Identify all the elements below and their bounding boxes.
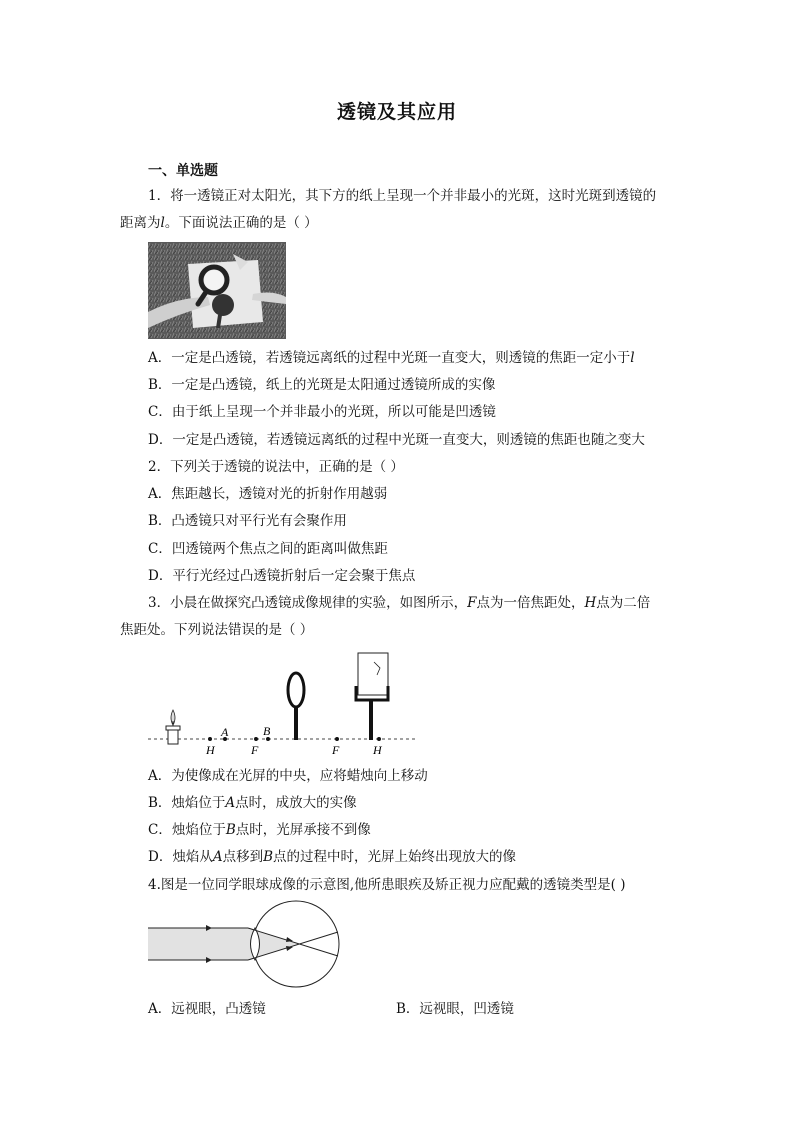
light-screen-icon [356, 653, 388, 740]
q3-stem-line1: 3．小晨在做探究凸透镜成像规律的实验，如图所示，F点为一倍焦距处，H点为二倍 [148, 595, 651, 611]
label-f2: F [332, 743, 340, 757]
q3-option-a[interactable]: A．为使像成在光屏的中央，应将蜡烛向上移动 [148, 768, 428, 784]
eye-diagram [148, 900, 358, 992]
q2-option-d[interactable]: D．平行光经过凸透镜折射后一定会聚于焦点 [148, 568, 416, 584]
q4-option-b[interactable]: B．远视眼，凹透镜 [396, 1001, 514, 1017]
q3-stem-line2: 焦距处。下列说法错误的是（ ） [120, 622, 314, 638]
q3-option-d[interactable]: D．烛焰从A点移到B点的过程中时，光屏上始终出现放大的像 [148, 849, 516, 865]
q1-option-c[interactable]: C．由于纸上呈现一个并非最小的光斑，所以可能是凹透镜 [148, 404, 496, 420]
q1-stem-line2: 距离为l。下面说法正确的是（ ） [120, 215, 318, 231]
section-heading: 一、单选题 [148, 163, 218, 179]
magnifier-photo [148, 242, 286, 339]
optical-bench-diagram [148, 648, 418, 760]
label-h1: H [206, 743, 215, 757]
label-b: B [263, 724, 271, 738]
q2-option-c[interactable]: C．凹透镜两个焦点之间的距离叫做焦距 [148, 541, 388, 557]
q3-option-c[interactable]: C．烛焰位于B点时，光屏承接不到像 [148, 822, 371, 838]
label-h2: H [373, 743, 382, 757]
q1-option-d[interactable]: D．一定是凸透镜，若透镜远离纸的过程中光斑一直变大，则透镜的焦距也随之变大 [148, 432, 645, 448]
q1-stem-line1: 1．将一透镜正对太阳光，其下方的纸上呈现一个并非最小的光斑，这时光斑到透镜的 [148, 188, 657, 204]
page-title: 透镜及其应用 [336, 101, 457, 123]
q4-option-a[interactable]: A．远视眼，凸透镜 [148, 1001, 266, 1017]
label-a: A [221, 725, 229, 739]
label-f1: F [251, 743, 259, 757]
q1-option-a[interactable]: A．一定是凸透镜，若透镜远离纸的过程中光斑一直变大，则透镜的焦距一定小于l [148, 350, 635, 366]
candle-icon [166, 710, 180, 744]
q4-stem: 4.图是一位同学眼球成像的示意图,他所患眼疾及矫正视力应配戴的透镜类型是( ) [148, 877, 626, 893]
convex-lens-icon [288, 673, 304, 740]
q1-option-b[interactable]: B．一定是凸透镜，纸上的光斑是太阳通过透镜所成的实像 [148, 377, 496, 393]
q2-option-b[interactable]: B．凸透镜只对平行光有会聚作用 [148, 513, 347, 529]
q3-option-b[interactable]: B．烛焰位于A点时，成放大的实像 [148, 795, 357, 811]
q2-stem: 2．下列关于透镜的说法中，正确的是（ ） [148, 459, 404, 475]
q2-option-a[interactable]: A．焦距越长，透镜对光的折射作用越弱 [148, 486, 388, 502]
